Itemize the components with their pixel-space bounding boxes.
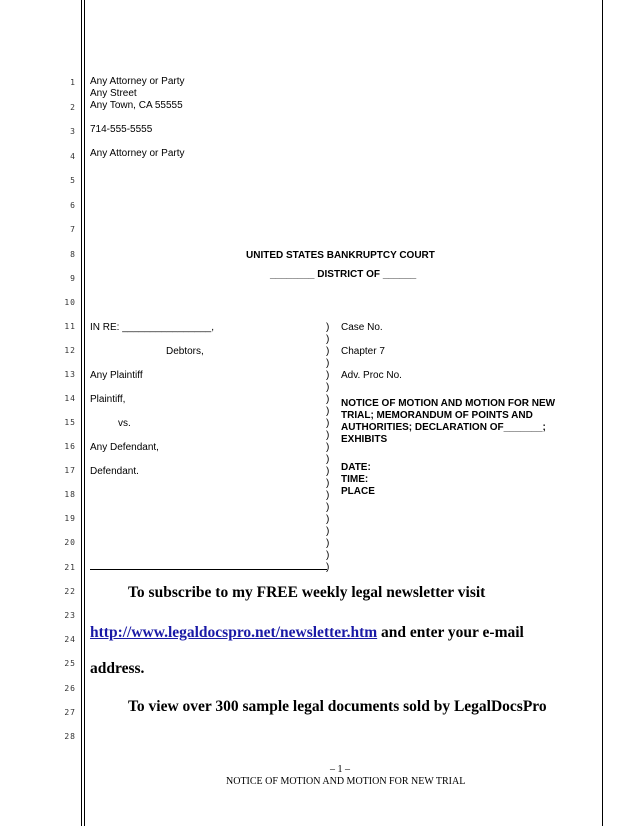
- caption-in-re: IN RE: ________________,: [90, 322, 214, 333]
- hearing-place: PLACE: [341, 486, 375, 497]
- newsletter-line-tail: and enter your e-mail: [377, 624, 524, 641]
- line-number: 6: [70, 201, 76, 210]
- line-number: 13: [64, 370, 76, 379]
- line-number: 25: [64, 659, 76, 668]
- line-number: 21: [64, 563, 76, 572]
- attorney-for: Any Attorney or Party: [90, 148, 185, 159]
- adv-proc-number: Adv. Proc No.: [341, 370, 402, 381]
- left-margin-rule-inner: [84, 0, 85, 826]
- line-number: 27: [64, 708, 76, 717]
- hearing-time: TIME:: [341, 474, 369, 485]
- court-district: ________ DISTRICT OF ______: [270, 269, 417, 280]
- view-documents-paragraph: To view over 300 sample legal documents sold by LegalDocsPro: [128, 698, 547, 715]
- subscribe-paragraph: To subscribe to my FREE weekly legal newsletter visit: [128, 584, 486, 601]
- attorney-street: Any Street: [90, 88, 137, 99]
- attorney-name: Any Attorney or Party: [90, 76, 185, 87]
- document-title-line-2: TRIAL; MEMORANDUM OF POINTS AND: [341, 410, 533, 421]
- line-number: 15: [64, 418, 76, 427]
- line-number: 14: [64, 394, 76, 403]
- line-number: 20: [64, 538, 76, 547]
- attorney-phone: 714-555-5555: [90, 124, 153, 135]
- line-number: 12: [64, 346, 76, 355]
- line-number: 4: [70, 152, 76, 161]
- chapter: Chapter 7: [341, 346, 385, 357]
- line-number: 24: [64, 635, 76, 644]
- line-number: 2: [70, 103, 76, 112]
- right-margin-rule: [602, 0, 603, 826]
- line-number: 11: [64, 322, 76, 331]
- line-number: 22: [64, 587, 76, 596]
- caption-plaintiff: Any Plaintiff: [90, 370, 143, 381]
- caption-defendant: Any Defendant,: [90, 442, 159, 453]
- line-number: 8: [70, 250, 76, 259]
- line-number: 10: [64, 298, 76, 307]
- line-number: 1: [70, 78, 76, 87]
- attorney-city: Any Town, CA 55555: [90, 100, 183, 111]
- line-number: 7: [70, 225, 76, 234]
- line-number: 28: [64, 732, 76, 741]
- pleading-page: 1 2 3 4 5 6 7 8 9 10 11 12 13 14 15 16 17 18 19 20 21 22 23 24 25 26 27 28 Any Attorney or Party Any Street Any Town, CA 55555 714-555-5555 Any Attorney or Party UNITED STATES BANKRUPTCY COURT ________ DISTRICT OF ______ IN RE: ________________, Debtors, Any Plaintiff Plaintiff, vs. Any Defendant, Defendant. ) ) ) ) ) ) ) ) ) ) ) ) ) ) ) ) ) ) ) ) ) Case No. Chapter 7 Adv. Proc No. NOTICE OF MOTION AND MOTION FOR NEW TRIAL; MEMORANDUM OF POINTS AND AUTHORITIES; DECLARATION OF_______; EXHIBITS DATE: TIME: PLACE To subscribe to my FREE weekly legal newsletter visit http://www.legaldocspro.net/newsletter.htm and enter your e-mail address. To view over 300 sample legal documents sold by LegalDocsPro – 1 – NOTICE OF MOTION AND MOTION FOR NEW TRIAL: [0, 0, 638, 826]
- line-number: 19: [64, 514, 76, 523]
- line-number: 18: [64, 490, 76, 499]
- footer-title: NOTICE OF MOTION AND MOTION FOR NEW TRIAL: [226, 776, 466, 787]
- document-title-line-1: NOTICE OF MOTION AND MOTION FOR NEW: [341, 398, 556, 409]
- line-number: 5: [70, 176, 76, 185]
- caption-underline: [90, 569, 327, 570]
- line-number: 26: [64, 684, 76, 693]
- caption-plaintiff-label: Plaintiff,: [90, 394, 126, 405]
- case-number: Case No.: [341, 322, 383, 333]
- left-margin-rule-outer: [81, 0, 82, 826]
- document-title-line-4: EXHIBITS: [341, 434, 388, 445]
- page-number: – 1 –: [330, 764, 350, 775]
- caption-debtors: Debtors,: [166, 346, 204, 357]
- hearing-date: DATE:: [341, 462, 371, 473]
- line-number: 23: [64, 611, 76, 620]
- caption-defendant-label: Defendant.: [90, 466, 139, 477]
- line-number: 16: [64, 442, 76, 451]
- line-number: 3: [70, 127, 76, 136]
- caption-vs: vs.: [118, 418, 131, 429]
- line-number: 9: [70, 274, 76, 283]
- court-name: UNITED STATES BANKRUPTCY COURT: [246, 250, 435, 261]
- document-title-line-3: AUTHORITIES; DECLARATION OF_______;: [341, 422, 546, 433]
- newsletter-line: [90, 624, 524, 642]
- address-word: address.: [90, 660, 145, 677]
- newsletter-link[interactable]: http://www.legaldocspro.net/newsletter.htm: [90, 624, 378, 641]
- line-number: 17: [64, 466, 76, 475]
